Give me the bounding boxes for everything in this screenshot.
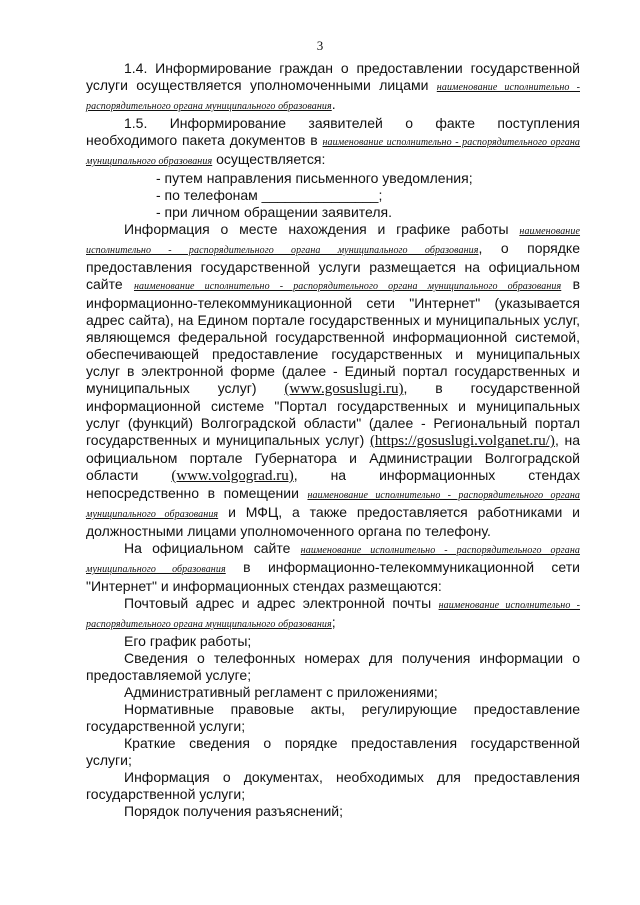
volgograd-link[interactable]: (www.volgograd.ru): [171, 468, 294, 484]
official-site-start: На официальном сайте: [124, 540, 291, 556]
placeholder-organ: наименование исполнительно - распорядительного органа муниципального образования: [86, 490, 581, 520]
list-item: Сведения о телефонных номерах для получения информации о предоставляемой услуге;: [86, 650, 580, 683]
address-text: Почтовый адрес и адрес электронной почты: [124, 595, 432, 611]
list-item: Информация о документах, необходимых для предоставления государственной услуги;: [86, 769, 580, 802]
volganet-link[interactable]: (https://gosuslugi.volganet.ru/): [369, 433, 555, 449]
paragraph-info: [86, 221, 580, 540]
list-item: Административный регламент с приложениями;: [124, 684, 438, 700]
info-text-4: , в государственной информационной системе "Портал государственных и муниципальных услуг (функций) Волгоградской области" (далее - Региональный портал государственных и муниципальных услуг): [86, 380, 581, 448]
text-1-5-intro: 1.5. Информирование заявителей о факте поступления необходимого пакета документов в: [86, 115, 580, 148]
text-1-5-tail: осуществляется:: [216, 151, 326, 167]
document-body: [86, 60, 580, 820]
placeholder-organ: наименование исполнительно - распорядительного органа муниципального образования: [86, 137, 581, 167]
list-item: Порядок получения разъяснений;: [124, 803, 343, 819]
info-text-7: и МФЦ, а также предоставляется работниками и должностными лицами уполномоченного органа по телефону.: [86, 504, 580, 539]
page-number: 3: [316, 38, 324, 53]
list-item: Его график работы;: [124, 633, 252, 649]
list-item: - по телефонам _______________;: [156, 187, 383, 203]
list-item: Почтовый адрес и адрес электронной почты наименование исполнительно - распорядительного органа муниципального образования;: [86, 595, 581, 630]
info-text-5: , на официальном портале Губернатора и Администрации Волгоградской области: [86, 432, 581, 483]
placeholder-organ: наименование исполнительно - распорядительного органа муниципального образования: [133, 281, 562, 292]
list-item: - при личном обращении заявителя.: [156, 204, 392, 220]
paragraph-1-4: 1.4. Информирование граждан о предоставлении государственной услуги осуществляется уполномоченными лицами наименование исполнительно - распорядительного органа муниципального образования.: [86, 60, 580, 112]
list-item: Краткие сведения о порядке предоставления государственной услуги;: [86, 735, 580, 768]
info-text-2: , о порядке предоставления государственной услуги размещается на официальном сайте: [86, 240, 580, 292]
info-text-3: в информационно-телекоммуникационной сети "Интернет" (указывается адрес сайта), на Едином портале государственных и муниципальных услуг, являющемся федеральной государственной информационной системой, обеспечивающей предоставление государственных и муниципальных услуг в электронной форме (далее - Единый портал государственных и муниципальных услуг): [86, 276, 581, 396]
placeholder-organ: наименование исполнительно - распорядительного органа муниципального образования: [86, 600, 581, 630]
paragraph-1-5: [86, 115, 580, 170]
placeholder-organ: наименование исполнительно - распорядительного органа муниципального образования: [86, 545, 580, 575]
info-text-6: , на информационных стендах непосредственно в помещении: [86, 467, 580, 501]
list-item: - путем направления письменного уведомления;: [156, 170, 473, 186]
info-text-1: Информация о месте нахождения и графике работы: [124, 221, 509, 237]
placeholder-organ: наименование исполнительно - распорядительного органа муниципального образования: [86, 226, 581, 256]
text-1-4: 1.4. Информирование граждан о предоставлении государственной услуги осуществляется уполномоченными лицами: [86, 60, 580, 93]
official-site-end: в информационно-телекоммуникационной сети "Интернет" и информационных стендах размещаются:: [86, 559, 580, 594]
paragraph-official-site: [86, 540, 580, 595]
list-item: Нормативные правовые акты, регулирующие предоставление государственной услуги;: [86, 701, 580, 734]
gosuslugi-link[interactable]: (www.gosuslugi.ru): [284, 381, 404, 397]
placeholder-organ: наименование исполнительно - распорядительного органа муниципального образования: [86, 82, 580, 112]
